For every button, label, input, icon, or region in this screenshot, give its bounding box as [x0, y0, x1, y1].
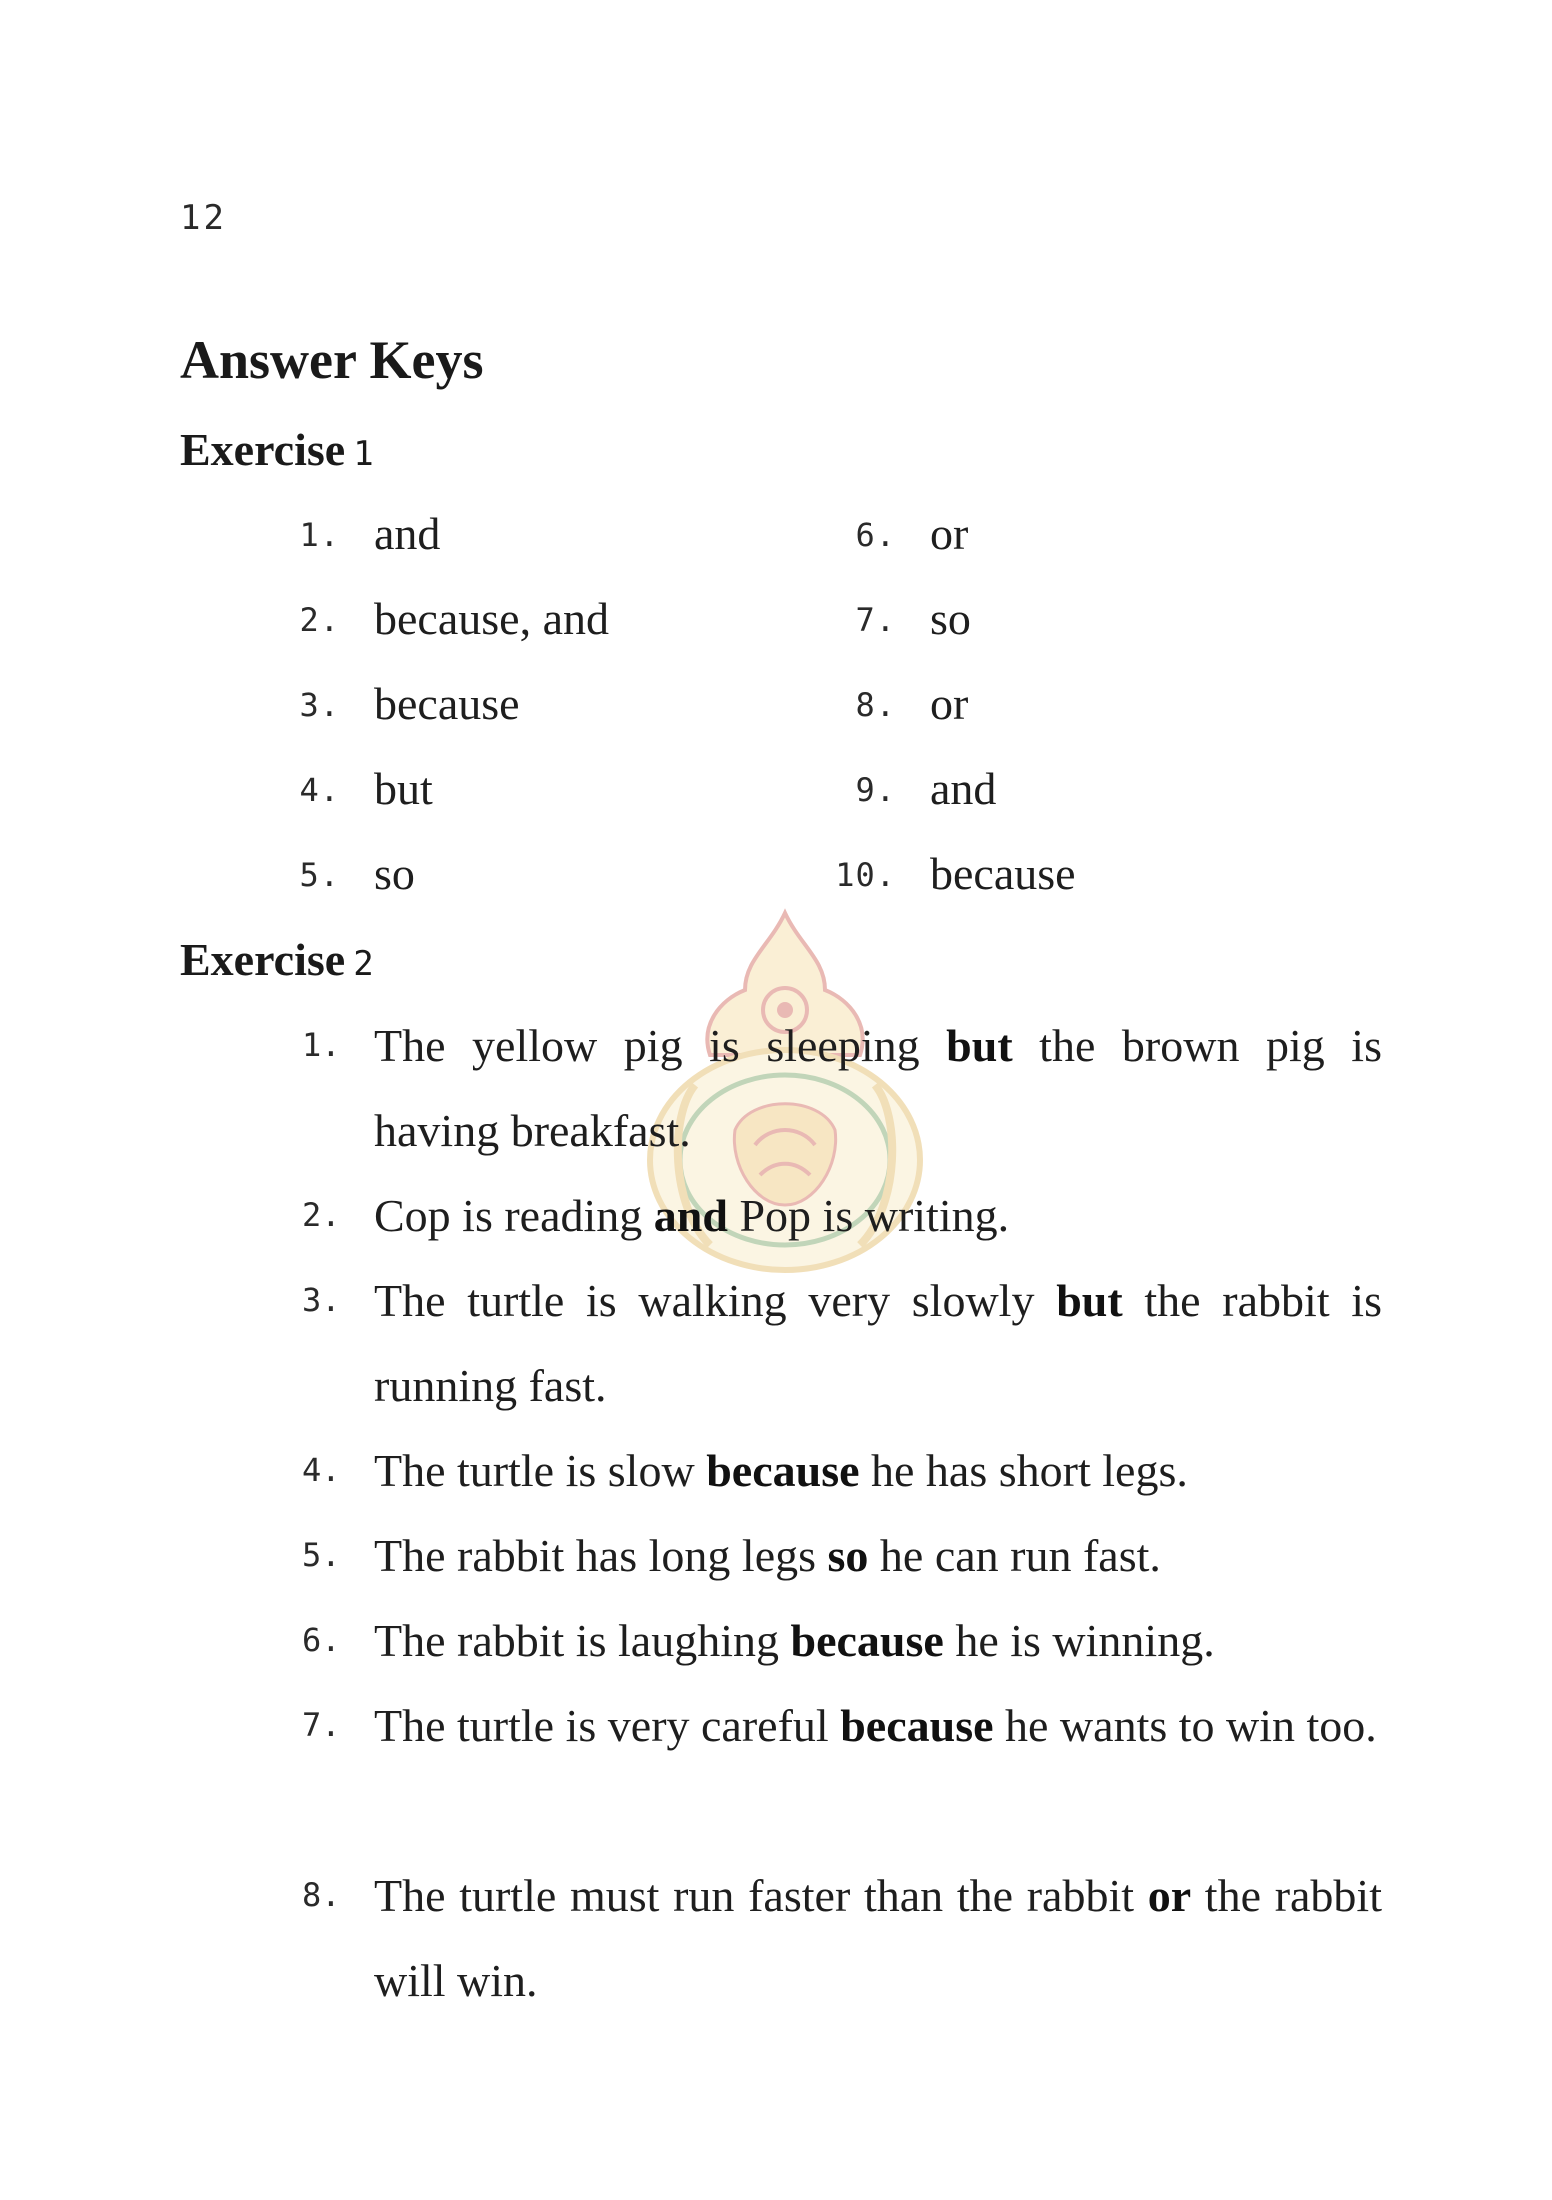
answer-number: 10.: [835, 856, 896, 894]
exercise-1-answer: [299, 591, 609, 646]
exercise-2-item: [302, 1853, 1382, 2023]
sentence-text: the brown pig is having breakfast.: [374, 1020, 1382, 1156]
conjunction-answer: but: [946, 1020, 1013, 1071]
conjunction-answer: because: [840, 1700, 994, 1751]
sentence-text: The turtle is walking very slowly: [374, 1275, 1057, 1326]
exercise-1-answer: [855, 761, 997, 816]
sentence-text: he wants to win too.: [993, 1700, 1377, 1751]
item-number: 7.: [302, 1706, 341, 1744]
item-sentence: [374, 1173, 1382, 1258]
exercise-1-answer: [299, 846, 415, 901]
conjunction-answer: so: [827, 1530, 869, 1581]
answer-text: so: [374, 848, 415, 899]
answer-text: but: [374, 763, 433, 814]
exercise-2-item: [302, 1173, 1382, 1258]
answer-number: 8.: [855, 686, 896, 724]
conjunction-answer: because: [706, 1445, 860, 1496]
answer-number: 4.: [299, 771, 340, 809]
answer-text: or: [930, 678, 969, 729]
exercise-1-answer: [299, 761, 433, 816]
exercise-2-item: [302, 1258, 1382, 1428]
item-number: 8.: [302, 1876, 341, 1914]
sentence-text: The yellow pig is sleeping: [374, 1020, 947, 1071]
sentence-text: The rabbit has long legs: [374, 1530, 828, 1581]
conjunction-answer: and: [653, 1190, 728, 1241]
item-number: 3.: [302, 1281, 341, 1319]
exercise-1-answer: [855, 591, 971, 646]
item-number: 2.: [302, 1196, 341, 1234]
answer-text: and: [930, 763, 997, 814]
answer-text: because: [374, 678, 520, 729]
item-number: 4.: [302, 1451, 341, 1489]
sentence-text: The turtle must run faster than the rabbit: [374, 1870, 1148, 1921]
exercise-1-answer: [835, 846, 1076, 901]
answer-number: 2.: [299, 601, 340, 639]
exercise-1-answer: [299, 676, 520, 731]
exercise-2-heading-label: Exercise: [180, 934, 346, 985]
answer-text: because, and: [374, 593, 609, 644]
sentence-text: Cop is reading: [374, 1190, 654, 1241]
sentence-text: The turtle is very careful: [374, 1700, 841, 1751]
exercise-2-item: [302, 1598, 1382, 1683]
exercise-2-item: [302, 1683, 1382, 1768]
item-sentence: [374, 1428, 1382, 1513]
conjunction-answer: or: [1147, 1870, 1192, 1921]
exercise-2-item: [302, 1428, 1382, 1513]
item-sentence: [374, 1003, 1382, 1173]
item-sentence: [374, 1853, 1382, 2023]
answer-number: 9.: [855, 771, 896, 809]
answer-text: and: [374, 508, 441, 559]
page-number: 12: [180, 198, 227, 238]
answer-text: so: [930, 593, 971, 644]
item-number: 6.: [302, 1621, 341, 1659]
answer-text: because: [930, 848, 1076, 899]
answer-number: 7.: [855, 601, 896, 639]
exercise-1-heading-label: Exercise: [180, 424, 346, 475]
exercise-2-item: [302, 1003, 1382, 1173]
exercise-2-heading: [180, 932, 374, 987]
sentence-text: the rabbit is running fast.: [374, 1275, 1382, 1411]
sentence-text: he has short legs.: [859, 1445, 1188, 1496]
sentence-text: The rabbit is laughing: [374, 1615, 791, 1666]
item-number: 1.: [302, 1026, 341, 1064]
exercise-1-answer: [855, 676, 969, 731]
conjunction-answer: but: [1056, 1275, 1123, 1326]
exercise-1-heading-number: 1: [353, 434, 374, 474]
exercise-1-answer: [855, 506, 969, 561]
answer-number: 1.: [299, 516, 340, 554]
answer-text: or: [930, 508, 969, 559]
answer-number: 5.: [299, 856, 340, 894]
item-sentence: [374, 1683, 1382, 1768]
exercise-1-answer: [299, 506, 441, 561]
sentence-text: he is winning.: [943, 1615, 1215, 1666]
answer-number: 3.: [299, 686, 340, 724]
item-sentence: [374, 1258, 1382, 1428]
page-title: Answer Keys: [180, 330, 484, 390]
item-sentence: [374, 1598, 1382, 1683]
sentence-text: The turtle is slow: [374, 1445, 707, 1496]
sentence-text: the rabbit will win.: [374, 1870, 1382, 2006]
conjunction-answer: because: [790, 1615, 944, 1666]
answer-number: 6.: [855, 516, 896, 554]
sentence-text: he can run fast.: [868, 1530, 1161, 1581]
sentence-text: Pop is writing.: [727, 1190, 1010, 1241]
item-sentence: [374, 1513, 1382, 1598]
exercise-1-heading: [180, 422, 374, 477]
exercise-2-item: [302, 1513, 1382, 1598]
item-number: 5.: [302, 1536, 341, 1574]
exercise-2-heading-number: 2: [353, 944, 374, 984]
